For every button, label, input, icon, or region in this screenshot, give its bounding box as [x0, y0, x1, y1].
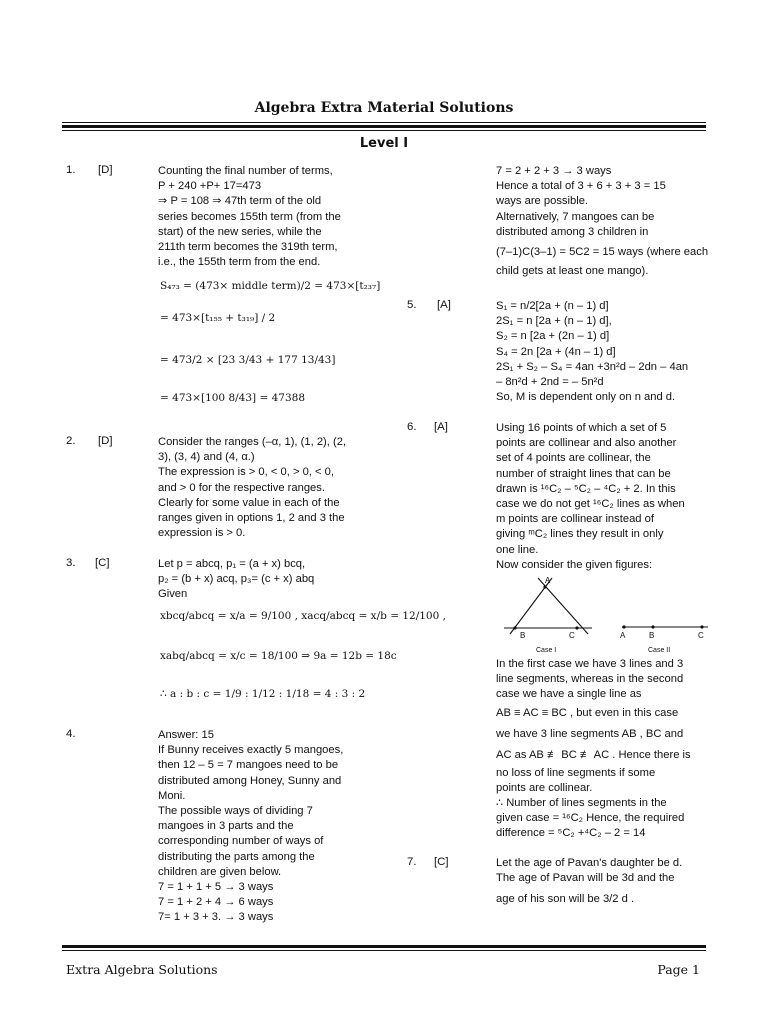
text-line: points are collinear and also another: [496, 437, 677, 450]
text-line: ⇒ P = 108 ⇒ 47th term of the old: [158, 195, 322, 208]
text-line: distributed among Honey, Sunny and: [158, 774, 342, 787]
text-line: Answer: 15: [158, 729, 214, 741]
text-line: 7 = 1 + 2 + 4 → 6 ways: [158, 896, 274, 909]
text-line: 7 = 1 + 1 + 5 → 3 ways: [158, 880, 274, 893]
question-number: 6.: [407, 421, 417, 433]
solution-text: [496, 299, 700, 405]
text-line: S₂ = n [2a + (2n – 1) d]: [496, 330, 610, 343]
text-line: ∴ Number of lines segments in the: [496, 796, 667, 809]
text-line: one line.: [496, 543, 539, 556]
text-line: The expression is > 0, < 0, > 0, < 0,: [158, 466, 334, 479]
text-line: ranges given in options 1, 2 and 3 the: [158, 511, 345, 524]
text-line: The possible ways of dividing 7: [158, 804, 313, 817]
solution-text: [496, 856, 700, 912]
answer-option: [A]: [434, 421, 448, 433]
text-line: case we have a single line as: [496, 688, 642, 701]
text-line: 2S₁ + S₂ – S₄ = 4an +3n²d – 2dn – 4an: [496, 360, 689, 373]
text-line: no loss of line segments if some: [496, 766, 656, 779]
text-line: distributed among 3 children in: [496, 225, 649, 238]
text-line: difference = ⁵C₂ +⁴C₂ – 2 = 14: [496, 827, 646, 840]
text-line: Moni.: [158, 789, 186, 802]
text-line: S₄ = 2n [2a + (4n – 1) d]: [496, 345, 616, 358]
text-line: points are collinear.: [496, 781, 593, 794]
figure-caption: Case I: [536, 647, 557, 654]
header-rule-thin-top: [62, 122, 706, 123]
document-title: Algebra Extra Material Solutions: [254, 100, 514, 116]
text-line: p₂ = (b + x) acq, p₃= (c + x) abq: [158, 573, 315, 586]
equation: xabq/abcq = x/c = 18/100 ⇒ 9a = 12b = 18c: [160, 650, 397, 662]
text-line: children are given below.: [158, 865, 282, 878]
question-number: 7.: [407, 856, 417, 868]
point-label-a: A: [545, 576, 551, 585]
figure-caption: Case II: [648, 647, 671, 654]
solution-text: [158, 557, 362, 603]
text-line: 3), (3, 4) and (4, α.): [158, 451, 255, 464]
equation: S₄₇₃ = (473× middle term)/2 = 473×[t₂₃₇]: [160, 280, 381, 292]
answer-option: [C]: [434, 856, 449, 868]
text-line: m points are collinear instead of: [496, 513, 654, 526]
text-line: age of his son will be 3/2 d .: [496, 893, 635, 906]
text-line: giving ᵐC₂ lines they result in only: [496, 528, 664, 541]
text-line: Using 16 points of which a set of 5: [496, 422, 667, 434]
text-line: series becomes 155th term (from the: [158, 210, 341, 223]
text-line: then 12 – 5 = 7 mangoes need to be: [158, 759, 339, 772]
solution-text: [158, 728, 362, 925]
text-line: Given: [158, 588, 188, 601]
footer-rule-thin: [62, 950, 706, 951]
text-line: drawn is ¹⁶C₂ – ⁵C₂ – ⁴C₂ + 2. In this: [496, 482, 676, 495]
question-number: 4.: [66, 728, 76, 740]
text-line: S₁ = n/2[2a + (n – 1) d]: [496, 300, 609, 312]
question-number: 2.: [66, 435, 76, 447]
text-line: case we do not get ¹⁶C₂ lines as when: [496, 497, 685, 510]
text-line: line segments, whereas in the second: [496, 673, 684, 686]
answer-option: [A]: [437, 299, 451, 311]
text-line: distributing the parts among the: [158, 850, 315, 863]
text-line: start) of the new series, while the: [158, 225, 322, 238]
solution-text: [158, 435, 362, 541]
text-line: number of straight lines that can be: [496, 467, 671, 480]
text-line: Now consider the given figures:: [496, 558, 653, 571]
equation: ∴ a : b : c = 1/9 : 1/12 : 1/18 = 4 : 3 : 2: [160, 688, 366, 700]
question-number: 5.: [407, 299, 417, 311]
answer-option: [C]: [95, 557, 110, 569]
point-label-b: B: [520, 631, 526, 640]
text-line: 2S₁ = n [2a + (n – 1) d],: [496, 315, 612, 328]
text-line: set of 4 points are collinear, the: [496, 452, 651, 465]
header-rule-thin-bottom: [62, 130, 706, 131]
point-label-a: A: [620, 631, 626, 640]
footer-left: Extra Algebra Solutions: [66, 962, 218, 977]
text-line: Hence a total of 3 + 6 + 3 + 3 = 15: [496, 180, 666, 193]
answer-option: [D]: [98, 435, 113, 447]
header-rule-thick: [62, 125, 706, 128]
text-line: AB ≡ AC ≡ BC , but even in this case: [496, 706, 679, 719]
text-line: child gets at least one mango).: [496, 264, 649, 277]
text-line: Clearly for some value in each of the: [158, 496, 340, 509]
text-line: 211th term becomes the 319th term,: [158, 240, 338, 253]
text-line: – 8n²d + 2nd = – 5n²d: [496, 375, 604, 388]
point-label-c: C: [698, 631, 704, 640]
text-line: expression is > 0.: [158, 527, 246, 540]
text-line: If Bunny receives exactly 5 mangoes,: [158, 744, 344, 757]
question-number: 3.: [66, 557, 76, 569]
text-line: mangoes in 3 parts and the: [158, 820, 294, 833]
text-line: 7 = 2 + 2 + 3 → 3 ways: [496, 165, 612, 177]
answer-option: [D]: [98, 164, 113, 176]
solution-text: [496, 421, 700, 573]
text-line: 7= 1 + 3 + 3. → 3 ways: [158, 911, 274, 924]
page-number: Page 1: [657, 962, 700, 977]
text-line: we have 3 line segments AB , BC and: [496, 727, 684, 740]
text-line: Counting the final number of terms,: [158, 165, 333, 177]
text-line: ways are possible.: [496, 195, 589, 208]
text-line: i.e., the 155th term from the end.: [158, 256, 321, 269]
text-line: Alternatively, 7 mangoes can be: [496, 210, 655, 223]
text-line: corresponding number of ways of: [158, 835, 324, 848]
footer-rule-thick: [62, 945, 706, 948]
equation: = 473×[100 8/43] = 47388: [160, 392, 306, 404]
equation: = 473/2 × [23 3/43 + 177 13/43]: [160, 354, 336, 366]
text-line: Consider the ranges (–α, 1), (1, 2), (2,: [158, 436, 347, 448]
section-heading: Level I: [359, 136, 409, 151]
collinear-points-figure: [496, 572, 712, 656]
text-line: The age of Pavan will be 3d and the: [496, 872, 675, 885]
solution-text: [496, 657, 700, 842]
point-label-b: B: [649, 631, 655, 640]
text-line: In the first case we have 3 lines and 3: [496, 658, 684, 670]
text-line: P + 240 +P+ 17=473: [158, 180, 262, 193]
text-line: (7–1)C(3–1) = 5C2 = 15 ways (where each: [496, 245, 709, 258]
text-line: Let the age of Pavan's daughter be d.: [496, 857, 683, 869]
equation: = 473×[t₁₅₅ + t₃₁₉] / 2: [160, 312, 276, 324]
solution-text: [158, 164, 362, 270]
point-label-c: C: [569, 631, 575, 640]
text-line: given case = ¹⁶C₂ Hence, the required: [496, 812, 685, 825]
solution-text-continued: [496, 164, 709, 279]
text-line: Let p = abcq, p₁ = (a + x) bcq,: [158, 558, 306, 570]
text-line: and > 0 for the respective ranges.: [158, 481, 325, 494]
text-line: So, M is dependent only on n and d.: [496, 391, 676, 404]
equation: xbcq/abcq = x/a = 9/100 , xacq/abcq = x/b = 12/100 ,: [160, 610, 446, 622]
text-line: AC as AB ≢ BC ≢ AC . Hence there is: [496, 748, 691, 761]
question-number: 1.: [66, 164, 76, 176]
